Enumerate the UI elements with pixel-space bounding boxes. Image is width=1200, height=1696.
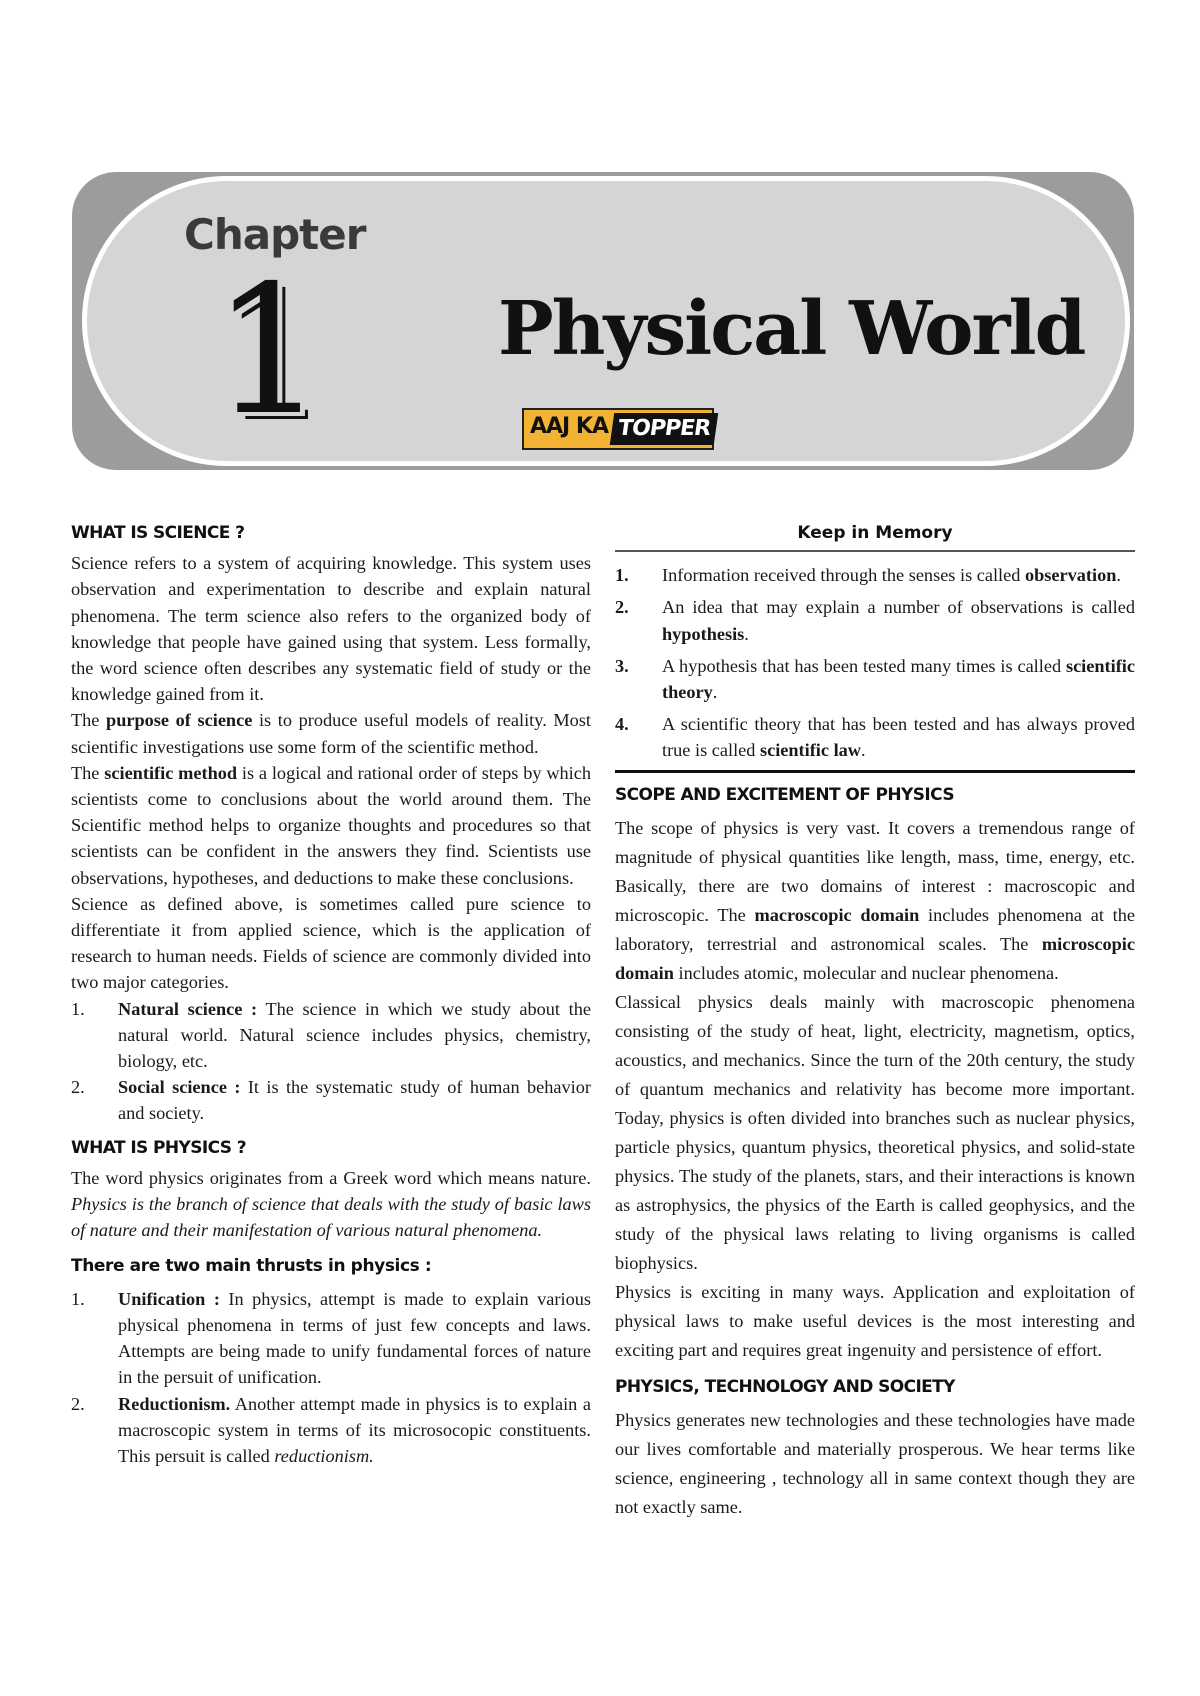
list-item: 2. Reductionism. Another attempt made in physics is to explain a macroscopic system in terms of its microsocopic constituents. This persuit is called reductionism. — [71, 1393, 591, 1466]
right-body — [615, 781, 1135, 1522]
physics-paragraph-1: The word physics originates from a Greek word which means nature. Physics is the branch of science that deals with the study of basic laws of nature and their manifestation of various natural phenomena. — [71, 1167, 591, 1241]
scope-paragraph-2: Classical physics deals mainly with macroscopic phenomena consisting of the study of heat, light, electricity, magnetism, optics, acoustics, and mechanics. Since the turn of the 20th century, the study of quantum mechanics and relativity has become more important. Today, physics is often divided into branches such as nuclear physics, particle physics, quantum physics, theoretical physics, and solid-state physics. The study of the planets, stars, and their interactions is known as astrophysics, the physics of the Earth is called geophysics, and the study of the physical laws relating to living organisms is called biophysics. — [615, 991, 1135, 1273]
keep-in-memory-title: Keep in Memory — [797, 523, 953, 543]
what-is-physics-heading: WHAT IS PHYSICS ? — [71, 1137, 246, 1158]
right-column — [615, 520, 1135, 1522]
microscopic-domain-term: microscopic domain — [615, 933, 1135, 983]
list-item: 1. Unification : In physics, attempt is made to explain various physical phenomena in terms of just few concepts and laws. Attempts are being made to unify fundamental forces of nature in the persuit of unification. — [71, 1288, 591, 1388]
logo-text-part2: TOPPER — [610, 413, 718, 445]
divider — [615, 550, 1135, 552]
chapter-number: 1 — [212, 247, 326, 454]
list-item: 2. An idea that may explain a number of observations is called hypothesis. — [615, 597, 1135, 644]
list-item: 1. Information received through the senses is called observation. — [615, 565, 1121, 586]
macroscopic-domain-term: macroscopic domain — [754, 904, 920, 925]
divider — [615, 770, 1135, 773]
list-item: 3. A hypothesis that has been tested many times is called scientific theory. — [615, 655, 1135, 703]
chapter-label: Chapter — [184, 210, 366, 259]
what-is-science-heading: WHAT IS SCIENCE ? — [71, 523, 245, 543]
left-column — [71, 520, 591, 1469]
scope-paragraph-1: The scope of physics is very vast. It covers a tremendous range of magnitude of physical quantities like length, mass, time, energy, etc. Basically, there are two domains of interest : macroscopic and microscopic. The macroscopic domain includes phenomena at the laboratory, terrestrial and astronomical scales. The microscopic domain includes atomic, molecular and nuclear phenomena. — [615, 817, 1135, 983]
thrusts-heading: There are two main thrusts in physics : — [71, 1256, 432, 1277]
science-paragraph-2: The purpose of science is to produce useful models of reality. Most scientific investigations use some form of the scientific method. — [71, 710, 591, 757]
science-categories-list — [71, 996, 591, 1127]
scope-paragraph-3: Physics is exciting in many ways. Application and exploitation of physical laws to make useful devices is the most interesting and exciting part and requires great ingenuity and persistence of effort. — [615, 1281, 1135, 1360]
list-item: 4. A scientific theory that has been tested and has always proved true is called scientific law. — [615, 714, 1135, 761]
list-item: 1. Natural science : The science in which we study about the natural world. Natural science includes physics, chemistry, biology, etc. — [71, 998, 591, 1072]
scope-heading: SCOPE AND EXCITEMENT OF PHYSICS — [615, 784, 954, 805]
chapter-title: Physical World — [498, 286, 1085, 372]
logo-text-part1: AAJ KA — [530, 414, 608, 439]
science-paragraph-1: Science refers to a system of acquiring knowledge. This system uses observation and experimentation to describe and explain natural phenomena. The term science also refers to the organized body of knowledge that people have gained using that system. Less formally, the word science often describes any systematic field of study or the knowledge gained from it. — [71, 553, 591, 705]
purpose-of-science-term: purpose of science — [106, 710, 253, 731]
technology-paragraph-1: Physics generates new technologies and these technologies have made our lives comfortable and materially prosperous. We hear terms like science, engineering , technology all in same context though they are not exactly same. — [615, 1409, 1135, 1517]
thrusts-list — [71, 1286, 591, 1469]
list-item: 2. Social science : It is the systematic study of human behavior and society. — [71, 1077, 591, 1124]
physics-definition: Physics is the branch of science that deals with the study of basic laws of nature and their manifestation of various natural phenomena. — [71, 1194, 591, 1241]
keep-in-memory-list — [615, 562, 1135, 763]
scientific-method-term: scientific method — [104, 762, 238, 783]
aaj-ka-topper-logo — [522, 408, 714, 450]
technology-heading: PHYSICS, TECHNOLOGY AND SOCIETY — [615, 1376, 955, 1397]
science-paragraph-3: The scientific method is a logical and rational order of steps by which scientists come to conclusions about the world around them. The Scientific method helps to organize thoughts and procedures so that scientists can be confident in the answers they find. Scientists use observations, hypotheses, and deductions to make these conclusions. — [71, 762, 591, 888]
science-paragraph-4: Science as defined above, is sometimes called pure science to differentiate it from applied science, which is the application of research to human needs. Fields of science are commonly divided into two major categories. — [71, 893, 591, 993]
